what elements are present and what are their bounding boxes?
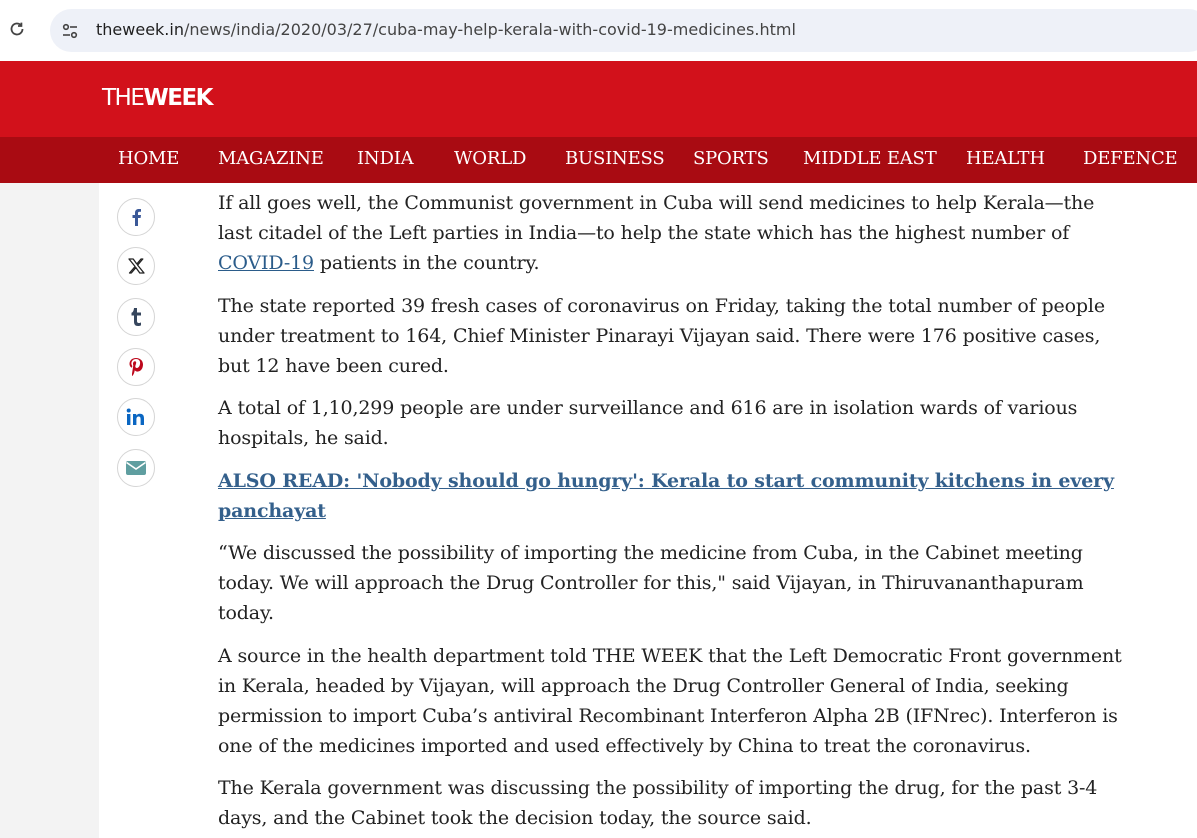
url-text[interactable] bbox=[96, 20, 796, 39]
also-read-link-line-1[interactable] bbox=[218, 466, 1118, 496]
nav-item-india[interactable]: INDIA bbox=[357, 148, 414, 169]
url-path: /news/india/2020/03/27/cuba-may-help-kerala-with-covid-19-medicines.html bbox=[183, 20, 796, 39]
paragraph-4-line-1: “We discussed the possibility of importing the medicine from Cuba, in the Cabinet meeting bbox=[218, 542, 1083, 564]
email-icon bbox=[125, 460, 147, 476]
paragraph-5-line-3: permission to import Cuba’s antiviral Recombinant Interferon Alpha 2B (IFNrec). Interferon is bbox=[218, 705, 1118, 727]
nav-item-sports[interactable]: SPORTS bbox=[693, 148, 769, 169]
facebook-icon bbox=[129, 208, 143, 226]
paragraph-4-line-3: today. bbox=[218, 602, 274, 624]
url-host: theweek.in bbox=[96, 20, 184, 39]
paragraph-2-line-2: under treatment to 164, Chief Minister Pinarayi Vijayan said. There were 176 positive cases, bbox=[218, 325, 1101, 347]
nav-item-world[interactable]: WORLD bbox=[454, 148, 527, 169]
paragraph-3-line-2: hospitals, he said. bbox=[218, 427, 389, 449]
site-logo[interactable]: THEWEEK bbox=[102, 85, 213, 111]
left-gutter bbox=[0, 183, 99, 838]
paragraph-2-line-3: but 12 have been cured. bbox=[218, 355, 449, 377]
x-icon bbox=[126, 256, 146, 276]
nav-item-health[interactable]: HEALTH bbox=[966, 148, 1045, 169]
paragraph-1-line-2: last citadel of the Left parties in India—to help the state which has the highest number of bbox=[218, 222, 1070, 244]
paragraph-6-line-1: The Kerala government was discussing the possibility of importing the drug, for the past 3-4 bbox=[218, 777, 1098, 799]
nav-item-defence[interactable]: DEFENCE bbox=[1083, 148, 1178, 169]
paragraph-5-line-2: in Kerala, headed by Vijayan, will approach the Drug Controller General of India, seeking bbox=[218, 675, 1069, 697]
pinterest-share-button[interactable] bbox=[117, 348, 155, 386]
tumblr-share-button[interactable] bbox=[117, 298, 155, 336]
covid-19-link[interactable]: COVID-19 bbox=[218, 252, 314, 274]
paragraph-5-line-4: one of the medicines imported and used effectively by China to treat the coronavirus. bbox=[218, 735, 1031, 757]
browser-toolbar bbox=[0, 0, 1197, 61]
paragraph-1-line-1: If all goes well, the Communist government in Cuba will send medicines to help Kerala—the bbox=[218, 192, 1095, 214]
linkedin-icon bbox=[126, 408, 146, 426]
nav-item-middle-east[interactable]: MIDDLE EAST bbox=[803, 148, 937, 169]
paragraph-5-line-1: A source in the health department told THE WEEK that the Left Democratic Front government bbox=[218, 645, 1122, 667]
reload-icon[interactable] bbox=[8, 20, 26, 38]
x-share-button[interactable] bbox=[117, 247, 155, 285]
nav-item-business[interactable]: BUSINESS bbox=[565, 148, 665, 169]
paragraph-3-line-1: A total of 1,10,299 people are under surveillance and 616 are in isolation wards of various bbox=[218, 397, 1078, 419]
site-settings-icon[interactable] bbox=[60, 21, 80, 41]
paragraph-4-line-2: today. We will approach the Drug Controller for this," said Vijayan, in Thiruvananthapuram bbox=[218, 572, 1084, 594]
also-read-link-line-2[interactable] bbox=[218, 496, 1118, 526]
also-read-link-cont[interactable]: panchayat bbox=[218, 500, 326, 522]
nav-item-home[interactable]: HOME bbox=[118, 148, 180, 169]
tumblr-icon bbox=[129, 307, 143, 327]
paragraph-1-tail: patients in the country. bbox=[314, 252, 540, 274]
paragraph-1-line-3 bbox=[218, 248, 1118, 278]
nav-item-magazine[interactable]: MAGAZINE bbox=[218, 148, 324, 169]
also-read-link[interactable]: ALSO READ: 'Nobody should go hungry': Kerala to start community kitchens in every bbox=[218, 470, 1114, 492]
pinterest-icon bbox=[128, 357, 144, 377]
paragraph-2-line-1: The state reported 39 fresh cases of coronavirus on Friday, taking the total number of people bbox=[218, 295, 1105, 317]
paragraph-6-line-2: days, and the Cabinet took the decision today, the source said. bbox=[218, 807, 812, 829]
facebook-share-button[interactable] bbox=[117, 198, 155, 236]
linkedin-share-button[interactable] bbox=[117, 398, 155, 436]
email-share-button[interactable] bbox=[117, 449, 155, 487]
